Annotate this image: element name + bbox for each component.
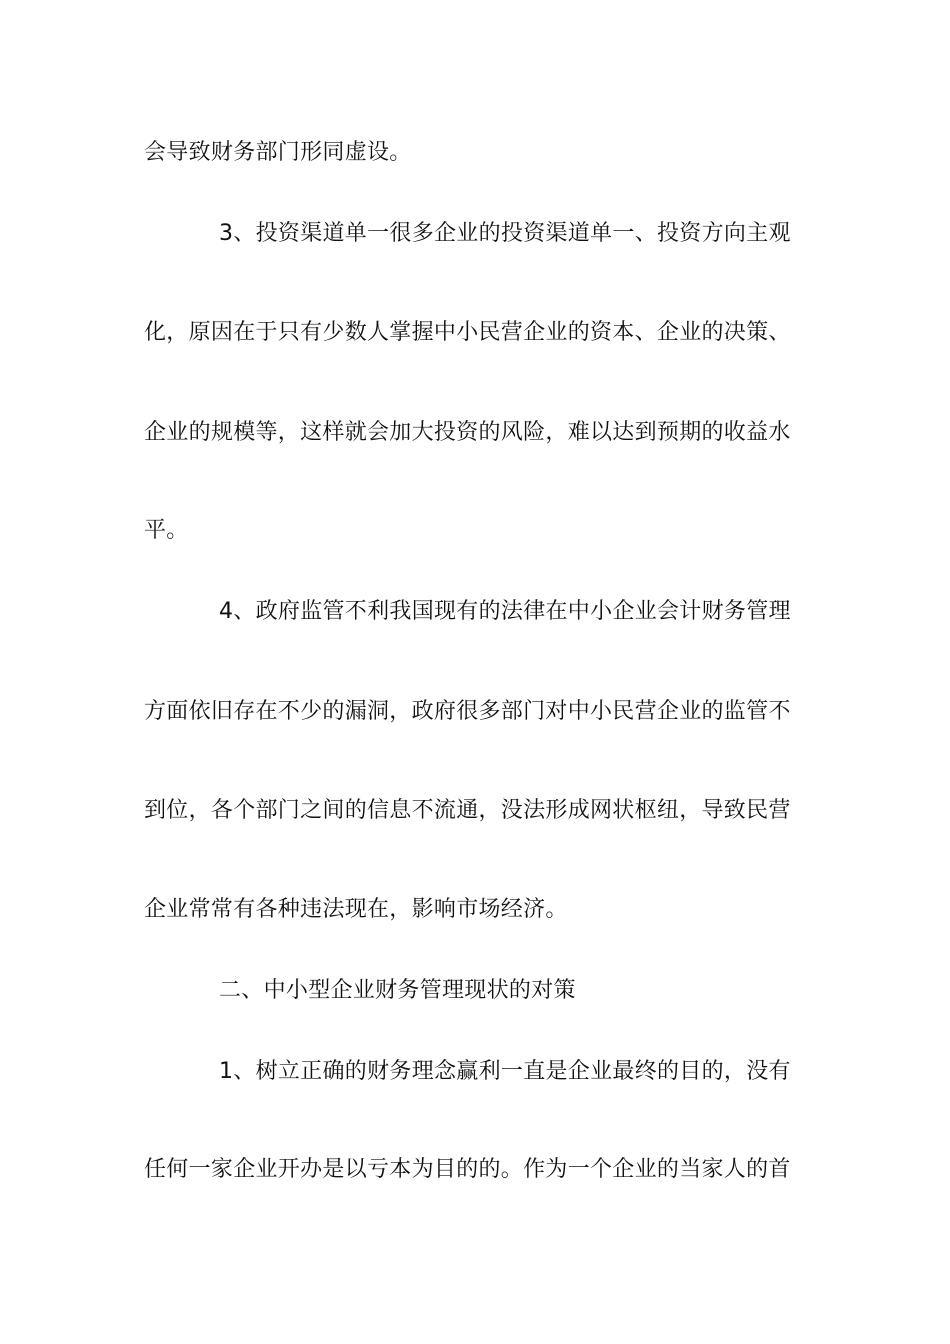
text-line: 到位，各个部门之间的信息不流通，没法形成网状枢纽，导致民营	[144, 798, 791, 823]
text-line: 会导致财务部门形同虚设。	[144, 140, 412, 165]
text-line: 化，原因在于只有少数人掌握中小民营企业的资本、企业的决策、	[144, 320, 791, 345]
paragraph-1-heading-line: 1、树立正确的财务理念赢利一直是企业最终的目的，没有	[219, 1059, 791, 1084]
text-line: 企业的规模等，这样就会加大投资的风险，难以达到预期的收益水	[144, 420, 791, 445]
text-line: 任何一家企业开办是以亏本为目的的。作为一个企业的当家人的首	[144, 1157, 791, 1182]
text-line: 企业常常有各种违法现在，影响市场经济。	[144, 897, 568, 922]
paragraph-4-heading-line: 4、政府监管不利我国现有的法律在中小企业会计财务管理	[219, 599, 791, 624]
text-line: 平。	[144, 518, 189, 543]
section-heading: 二、中小型企业财务管理现状的对策	[219, 978, 576, 1003]
text-line: 方面依旧存在不少的漏洞，政府很多部门对中小民营企业的监管不	[144, 699, 791, 724]
paragraph-3-heading-line: 3、投资渠道单一很多企业的投资渠道单一、投资方向主观	[219, 221, 791, 246]
